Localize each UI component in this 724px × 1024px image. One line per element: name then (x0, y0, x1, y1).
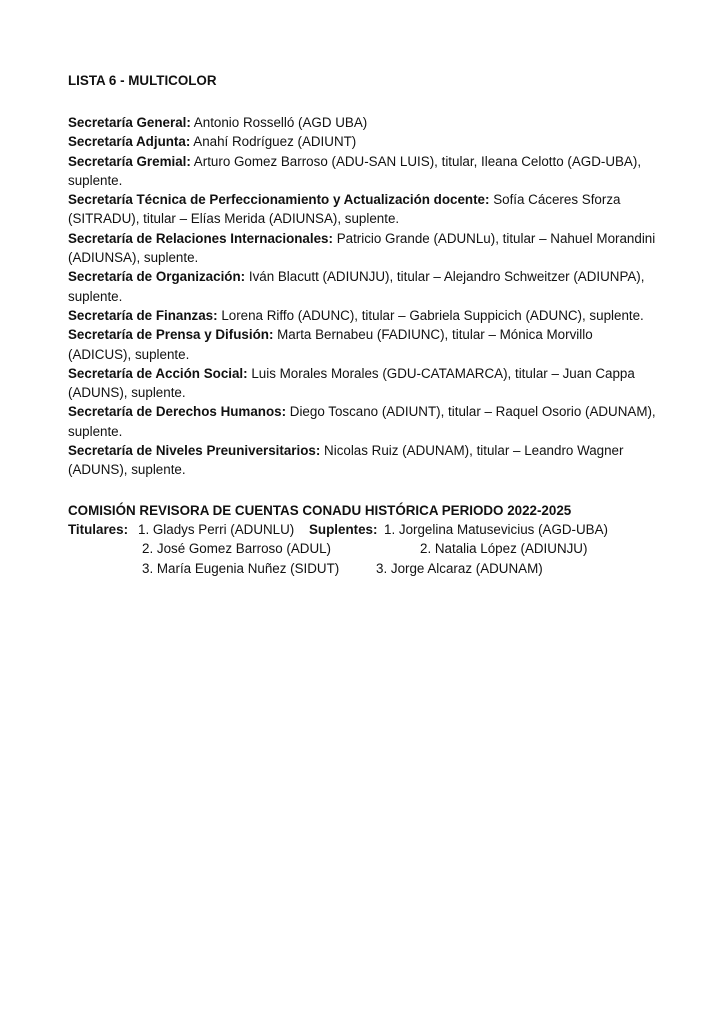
role-label: Secretaría de Relaciones Internacionales: (68, 230, 333, 246)
role-label: Secretaría Adjunta: (68, 134, 191, 150)
commission-row (68, 559, 658, 578)
role-label: Secretaría Gremial: (68, 153, 191, 169)
role-label: Secretaría de Niveles Preuniversitarios: (68, 443, 321, 459)
role-holders: Iván Blacutt (ADIUNJU), titular – Alejandro Schweitzer (ADIUNPA), suplente. (68, 269, 645, 304)
role-label: Secretaría General: (68, 115, 191, 130)
secretariat-entry (68, 152, 658, 191)
role-holders: Anahí Rodríguez (ADIUNT) (190, 134, 357, 150)
commission-row (68, 539, 658, 558)
secretariat-entry (68, 402, 658, 441)
secretariat-entry (68, 113, 658, 132)
suplente-member: 1. Jorgelina Matusevicius (AGD-UBA) (384, 521, 608, 537)
titulares-label: Titulares: (68, 521, 129, 537)
secretariat-list (68, 113, 658, 480)
role-holders: Arturo Gomez Barroso (ADU-SAN LUIS), titular, Ileana Celotto (AGD-UBA), suplente. (68, 153, 642, 188)
secretariat-entry (68, 441, 658, 480)
document-content (68, 71, 658, 578)
commission-title: COMISIÓN REVISORA DE CUENTAS CONADU HISTÓRICA PERIODO 2022-2025 (68, 502, 572, 518)
titular-member: 2. José Gomez Barroso (ADUL) (142, 541, 332, 557)
role-label: Secretaría de Derechos Humanos: (68, 404, 287, 420)
secretariat-entry (68, 190, 658, 229)
role-label: Secretaría de Acción Social: (68, 365, 248, 381)
secretariat-entry (68, 306, 658, 325)
role-label: Secretaría de Prensa y Difusión: (68, 327, 274, 343)
role-holders: Luis Morales Morales (GDU-CATAMARCA), titular – Juan Cappa (ADUNS), suplente. (68, 365, 635, 401)
titular-member: 1. Gladys Perri (ADUNLU) (138, 521, 295, 537)
secretariat-entry (68, 267, 658, 306)
suplentes-label: Suplentes: (309, 521, 378, 537)
suplente-member: 2. Natalia López (ADIUNJU) (420, 541, 588, 557)
secretariat-entry (68, 364, 658, 403)
role-holders: Nicolas Ruiz (ADUNAM), titular – Leandro Wagner (ADUNS), suplente. (68, 443, 624, 478)
role-label: Secretaría de Organización: (68, 269, 246, 285)
titular-member: 3. María Eugenia Nuñez (SIDUT) (142, 560, 340, 576)
role-holders: Marta Bernabeu (FADIUNC), titular – Mónica Morvillo (ADICUS), suplente. (68, 327, 593, 362)
commission-section (68, 501, 658, 578)
role-holders: Diego Toscano (ADIUNT), titular – Raquel Osorio (ADUNAM), suplente. (68, 404, 656, 439)
role-holders: Lorena Riffo (ADUNC), titular – Gabriela Suppicich (ADUNC), suplente. (217, 307, 644, 323)
role-holders: Patricio Grande (ADUNLu), titular – Nahuel Morandini (ADIUNSA), suplente. (68, 230, 656, 266)
commission-row (68, 520, 658, 539)
role-holders: Sofía Cáceres Sforza (SITRADU), titular – Elías Merida (ADIUNSA), suplente. (68, 192, 621, 227)
suplente-member: 3. Jorge Alcaraz (ADUNAM) (376, 560, 543, 576)
list-title: LISTA 6 - MULTICOLOR (68, 73, 217, 88)
secretariat-entry (68, 325, 658, 364)
secretariat-entry (68, 132, 658, 151)
spacer (68, 90, 658, 113)
role-holders: Antonio Rosselló (AGD UBA) (190, 115, 368, 130)
secretariat-entry (68, 229, 658, 268)
role-label: Secretaría de Finanzas: (68, 307, 218, 323)
role-label: Secretaría Técnica de Perfeccionamiento y Actualización docente: (68, 192, 490, 208)
